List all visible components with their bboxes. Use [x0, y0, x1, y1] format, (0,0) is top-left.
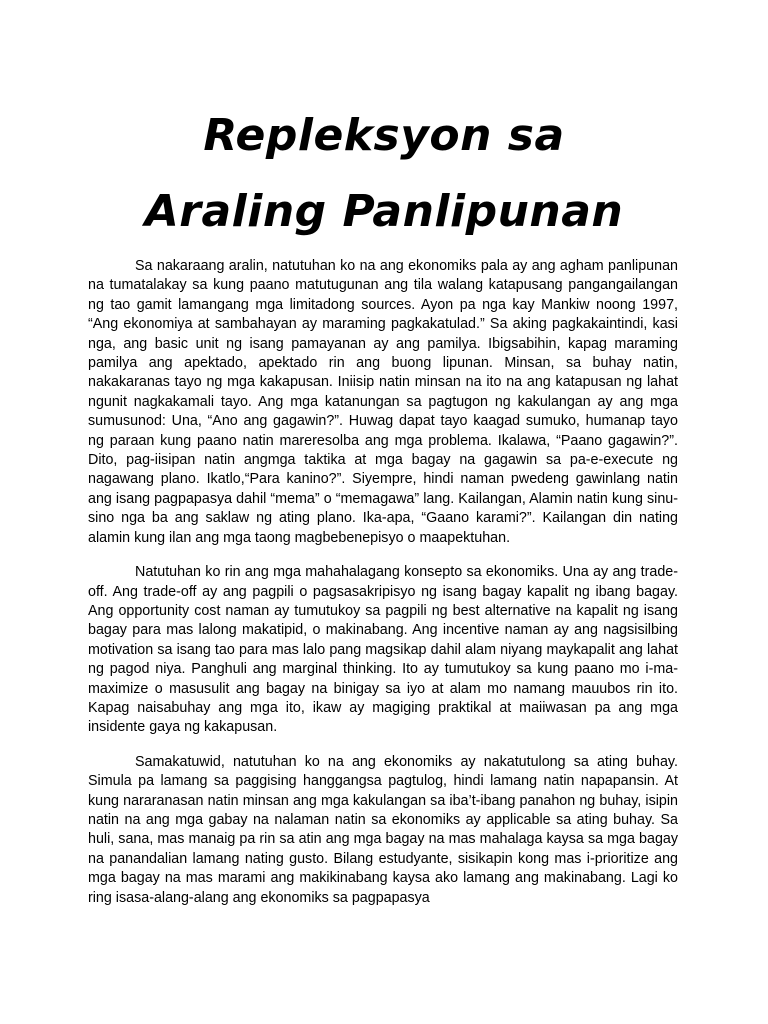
title-line-1: Repleksyon sa — [203, 110, 565, 161]
title-line-2: Araling Panlipunan — [144, 186, 624, 237]
paragraph-2: Natutuhan ko rin ang mga mahahalagang konsepto sa ekonomiks. Una ay ang trade-off. Ang trade-off ay ang pagpili o pagsasakripisyo ng isang bagay kapalit ng ibang bagay. Ang opportunity cost naman ay tumutukoy sa pagpili ng best alternative na kapalit ng isang bagay para mas lalong makatipid, o makinabang. Ang incentive naman ay ang nagsisilbing motivation sa isang tao para mas lalo pang magsikap dahil alam niyang maykapalit ang lahat ng pagod niya. Panghuli ang marginal thinking. Ito ay tumutukoy sa kung paano mo i-ma-maximize o masusulit ang bagay na binigay sa iyo at alam mo namang mauubos rin ito. Kapag naisabuhay ang mga ito, ikaw ay magiging praktikal at maiiwasan pa ang mga insidente gaya ng kakapusan. — [88, 564, 678, 736]
paragraph-3: Samakatuwid, natutuhan ko na ang ekonomiks ay nakatutulong sa ating buhay. Simula pa lamang sa paggising hanggangsa pagtulog, hindi lamang natin napapansin. At kung nararanasan natin minsan ang mga kakulangan sa iba’t-ibang panahon ng buhay, isipin natin na ang mga gabay na nalaman natin sa ekonomiks ay applicable sa ating buhay. Sa huli, sana, mas manaig pa rin sa atin ang mga bagay na mas mahalaga kaysa sa mga bagay na panandalian lamang nating gusto. Bilang estudyante, sisikapin kong mas i-prioritize ang mga bagay na mas marami ang makikinabang kaysa ako lamang ang makinabang. Lagi ko ring isasa-alang-alang ang ekonomiks sa pagpapasya — [88, 753, 678, 906]
body-text — [88, 257, 678, 923]
paragraph-1: Sa nakaraang aralin, natutuhan ko na ang ekonomiks pala ay ang agham panlipunan na tumatalakay sa kung paano matutugunan ang tila walang katapusang pangangailangan ng tao gamit lamangang mga limitadong sources. Ayon pa nga kay Mankiw noong 1997, “Ang ekonomiya at sambahayan ay maraming pagkakatulad.” Sa aking pagkakaintindi, kasi nga, ang basic unit ng isang pamayanan ay ang pamilya. Ibigsabihin, kapag maraming pamilya ang apektado, apektado rin ang buong lipunan. Minsan, sa buhay natin, nakakaranas tayo ng mga kakapusan. Iniisip natin minsan na ito na ang katapusan ng lahat ngunit nagkakamali tayo. Ang mga katanungan sa pagtugon ng kakulangan ay ang mga sumusunod: Una, “Ano ang gagawin?”. Huwag dapat tayo kaagad sumuko, humanap tayo ng paraan kung paano natin mareresolba ang mga problema. Ikalawa, “Paano gagawin?”. Dito, pag-iisipan natin angmga taktika at mga bagay na gagawin sa pa-e-execute ng nagawang plano. Ikatlo,“Para kanino?”. Siyempre, hindi naman pwedeng gawinlang natin ang isang pagpapasya dahil “mema” o “memagawa” lang. Kailangan, Alamin natin kung sinu-sino nga ba ang saklaw ng ating plano. Ika-apa, “Gaano karami?”. Kailangan din nating alamin kung ilan ang mga taong magbebenepisyo o maapektuhan. — [88, 258, 678, 546]
